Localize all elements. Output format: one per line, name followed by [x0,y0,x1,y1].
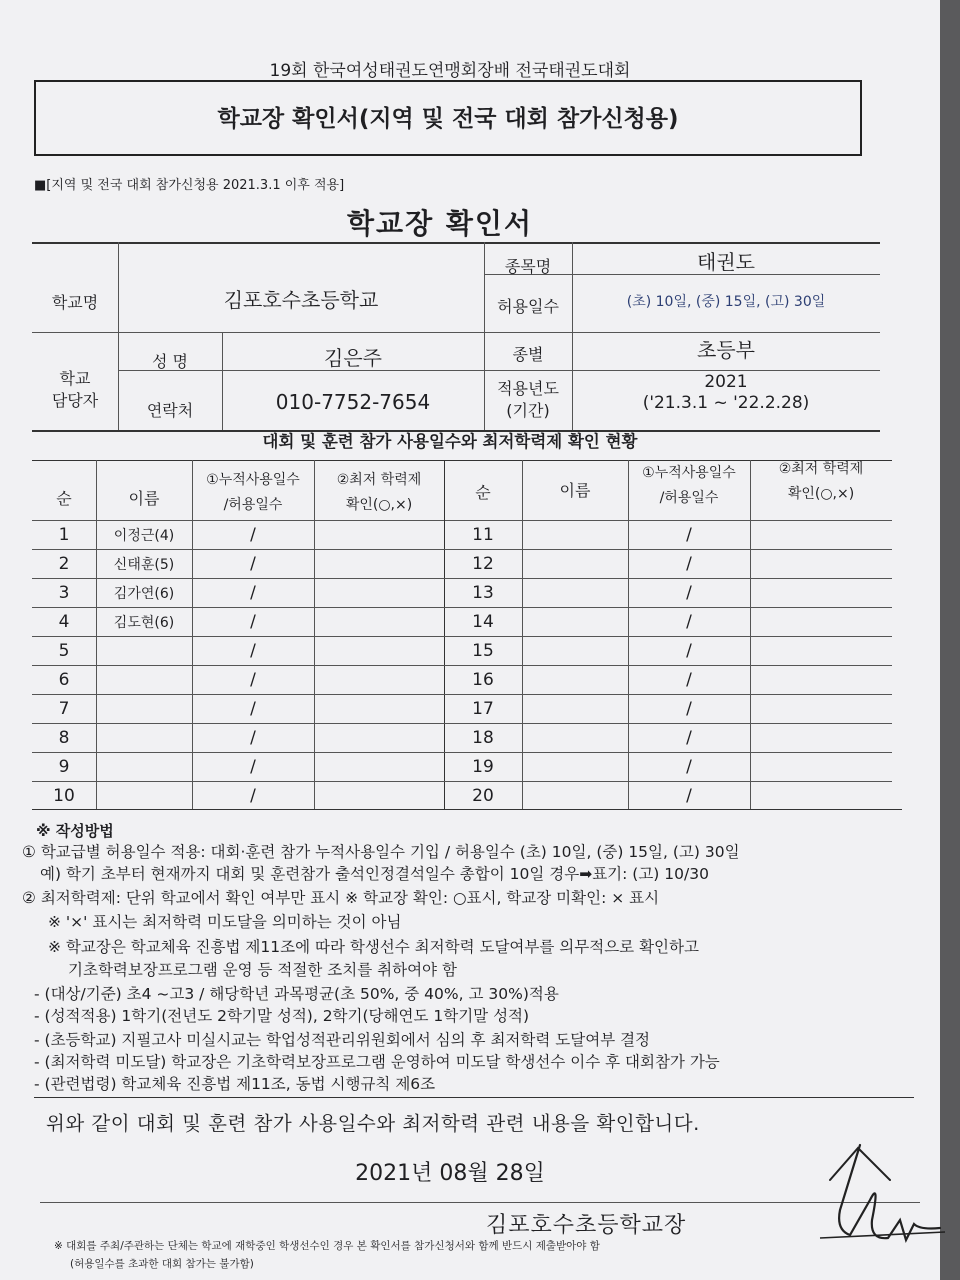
days-cell: / [686,554,692,574]
event-header: 19회 한국여성태권도연맹회장배 전국태권도대회 [269,61,631,81]
year-label: 적용년도 [497,379,559,398]
days-cell: / [250,786,256,806]
note-line: - (초등학교) 지필고사 미실시교는 학업성적관리위원회에서 심의 후 최저학력 도달여부 결정 [34,1031,651,1049]
confirmation-statement: 위와 같이 대회 및 훈련 참가 사용일수와 최저학력 관련 내용을 확인합니다. [46,1112,700,1135]
note-line: ※ 학교장은 학교체육 진흥법 제11조에 따라 학생선수 최저학력 도달여부를 의무적으로 확인하고 [48,938,699,956]
sport-label: 종목명 [504,257,552,276]
division-label: 종별 [512,345,544,364]
contact-number: 010-7752-7654 [275,390,431,414]
days-cell: / [686,786,692,806]
row-divider [32,723,892,724]
principal-signature [810,1140,950,1250]
notes-heading: ※ 작성방법 [36,822,114,840]
athlete-name: 이정근(4) [113,528,175,544]
row-number: 10 [53,786,75,806]
note-line: ② 최저학력제: 단위 학교에서 확인 여부만 표시 ※ 학교장 확인: ○표시, 학교장 미확인: × 표시 [22,889,660,907]
col-header-confirm-2: 확인(○,×) [345,497,413,513]
days-cell: / [686,525,692,545]
days-cell: / [686,699,692,719]
row-number: 6 [58,670,70,690]
note-line: ① 학교급별 허용일수 적용: 대회·훈련 참가 누적사용일수 기입 / 허용일수 (초) 10일, (중) 15일, (고) 30일 [22,843,740,861]
days-cell: / [250,641,256,661]
col-header-confirm-right: ②최저 학력제 [778,461,864,477]
days-cell: / [250,757,256,777]
row-number: 14 [472,612,494,632]
note-line: 기초학력보장프로그램 운영 등 적절한 조치를 취하여야 함 [68,961,457,979]
days-cell: / [250,612,256,632]
note-line: - (관련법령) 학교체육 진흥법 제11조, 동법 시행규칙 제6조 [34,1075,436,1093]
manager-label: 학교 [59,369,91,388]
note-line: 예) 학기 초부터 현재까지 대회 및 훈련참가 출석인정결석일수 총합이 10일 경우➡표기: (고) 10/30 [40,865,709,883]
row-number: 2 [58,554,70,574]
row-divider [32,694,892,695]
row-divider [32,752,892,753]
row-number: 8 [58,728,70,748]
division-value: 초등부 [697,338,755,362]
row-number: 5 [58,641,70,661]
row-divider [32,607,892,608]
row-divider [32,665,892,666]
athlete-name: 김가연(6) [113,586,175,602]
footer-note: ※ 대회를 주최/주관하는 단체는 학교에 재학중인 학생선수인 경우 본 확인서를 참가신청서와 함께 반드시 제출받아야 함 [54,1240,600,1252]
row-number: 15 [472,641,494,661]
col-header-confirm: ②최저 학력제 [336,472,422,488]
days-cell: / [686,757,692,777]
days-cell: / [686,583,692,603]
col-header-no-right: 순 [475,483,491,502]
row-number: 7 [58,699,70,719]
days-cell: / [686,728,692,748]
col-header-confirm-right-2: 확인(○,×) [787,486,855,502]
manager-label-2: 담당자 [51,391,99,410]
form-note: ■[지역 및 전국 대회 참가신청용 2021.3.1 이후 적용] [34,178,345,193]
name-label: 성 명 [152,352,188,371]
row-divider [32,781,892,782]
athlete-name: 김도현(6) [113,615,175,631]
row-number: 12 [472,554,494,574]
col-header-no: 순 [56,489,72,508]
row-number: 9 [58,757,70,777]
row-number: 19 [472,757,494,777]
row-number: 13 [472,583,494,603]
days-cell: / [686,641,692,661]
allowed-days-value: (초) 10일, (중) 15일, (고) 30일 [626,294,826,310]
row-number: 20 [472,786,494,806]
row-number: 1 [58,525,70,545]
year-label-2: (기간) [506,401,550,420]
row-number: 11 [472,525,494,545]
row-number: 16 [472,670,494,690]
allowed-days-label: 허용일수 [497,297,559,316]
days-cell: / [250,525,256,545]
form-title: 학교장 확인서 [346,207,534,240]
footer-note-2: (허용일수를 초과한 대회 참가는 불가함) [70,1258,254,1270]
days-cell: / [250,728,256,748]
principal-name: 김포호수초등학교장 [486,1213,687,1238]
days-cell: / [686,612,692,632]
row-divider [32,636,892,637]
row-number: 17 [472,699,494,719]
row-number: 4 [58,612,70,632]
days-cell: / [250,670,256,690]
sport-name: 태권도 [697,250,755,274]
col-header-name: 이름 [128,489,160,508]
school-label: 학교명 [51,293,99,312]
days-cell: / [250,554,256,574]
row-divider [32,578,892,579]
days-cell: / [686,670,692,690]
period-value: ('21.3.1 ~ '22.2.28) [642,393,810,413]
row-number: 18 [472,728,494,748]
contact-label: 연락처 [146,401,194,420]
school-name: 김포호수초등학교 [223,288,379,312]
issue-date: 2021년 08월 28일 [355,1161,545,1186]
col-header-days-2: /허용일수 [223,497,283,513]
note-line: ※ '×' 표시는 최저학력 미도달을 의미하는 것이 아님 [48,913,402,931]
year-value: 2021 [704,372,748,392]
boxed-title: 학교장 확인서(지역 및 전국 대회 참가신청용) [217,106,679,132]
col-header-days-right-2: /허용일수 [659,490,719,506]
info-top-rule [32,242,880,244]
manager-name: 김은주 [324,346,382,370]
col-header-days: ①누적사용일수 [206,472,300,488]
note-line: - (최저학력 미도달) 학교장은 기초학력보장프로그램 운영하여 미도달 학생선수 이수 후 대회참가 가능 [34,1053,720,1071]
athlete-name: 신태훈(5) [113,557,175,573]
col-header-name-right: 이름 [559,481,591,500]
note-line: - (성적적용) 1학기(전년도 2학기말 성적), 2학기(당해연도 1학기말 성적) [34,1007,530,1025]
col-header-days-right: ①누적사용일수 [642,465,736,481]
note-line: - (대상/기준) 초4 ~고3 / 해당학년 과목평균(초 50%, 중 40%, 고 30%)적용 [34,985,559,1003]
row-divider [32,549,892,550]
days-cell: / [250,699,256,719]
days-cell: / [250,583,256,603]
row-number: 3 [58,583,70,603]
section-title: 대회 및 훈련 참가 사용일수와 최저학력제 확인 현황 [262,432,638,451]
